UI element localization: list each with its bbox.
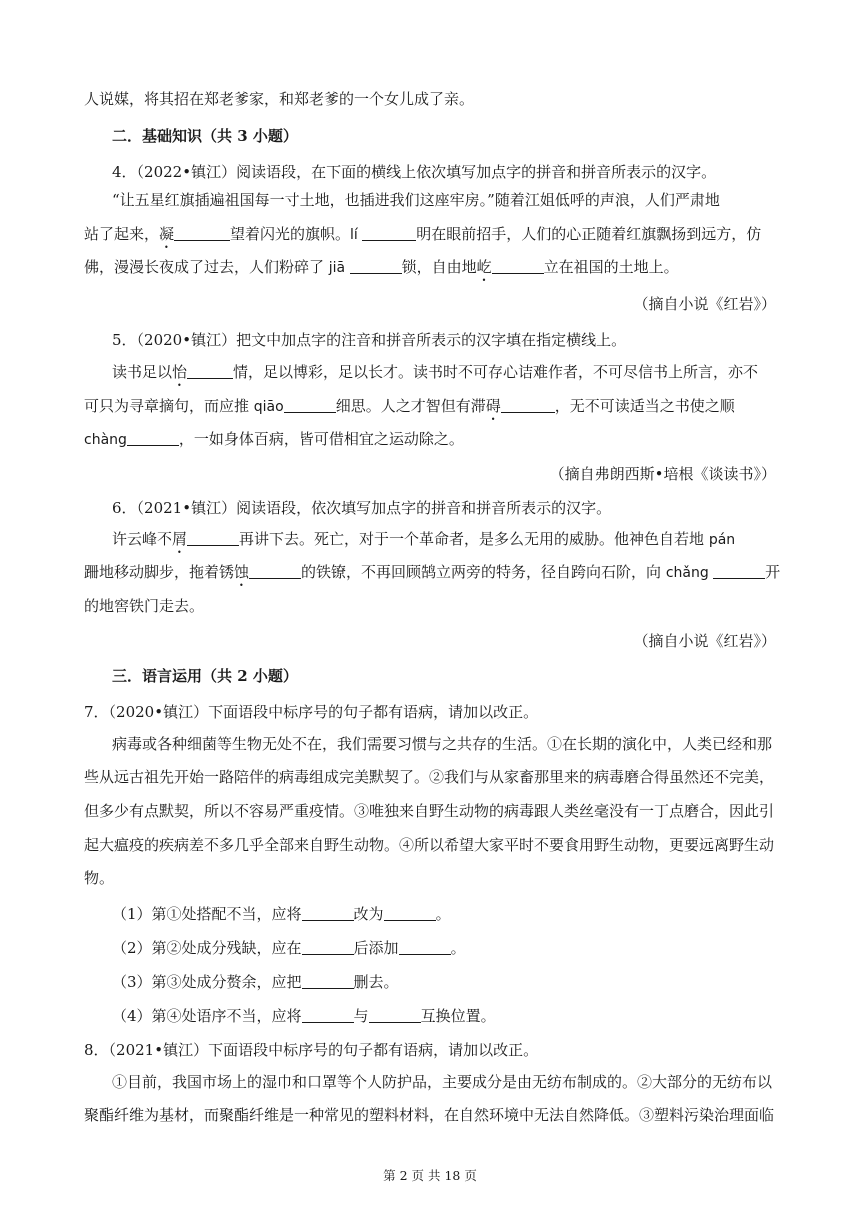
answer-blank[interactable] [302,939,354,955]
paragraph-line: 但多少有点默契，所以不容易严重疫情。③唯独来自野生动物的病毒跟人类丝毫没有一丁点磨合，因此引 [84,802,775,820]
paragraph-line: 可只为寻章摘句，而应推 qiāo 细思。人之才智但有滞碍 ，无不可读适当之书使之顺 [84,397,735,415]
answer-blank[interactable] [174,225,230,241]
answer-blank[interactable] [302,905,354,921]
answer-blank[interactable] [369,1007,421,1023]
question-header: 8．（2021•镇江）下面语段中标序号的句子都有语病，请加以改正。 [84,1041,539,1059]
paragraph-line: 些从远古祖先开始一路陪伴的病毒组成完美默契了。②我们与从家畜那里来的病毒磨合得虽然还不完美， [84,768,775,786]
answer-blank[interactable] [399,939,451,955]
paragraph-line: chàng ，一如身体百病，皆可借相宜之运动除之。 [84,430,464,448]
answer-blank[interactable] [302,973,354,989]
paragraph-line: 读书足以怡 情，足以博彩，足以长才。读书时不可存心诘难作者，不可尽信书上所言，亦不 [112,363,759,381]
paragraph-line: 跚地移动脚步，拖着锈蚀 的铁镣，不再回顾鹄立两旁的特务，径自跨向石阶，向 chǎng 开 [84,563,781,581]
answer-blank[interactable] [492,258,544,274]
paragraph-line: 的地窖铁门走去。 [84,597,205,615]
paragraph-line: 物。 [84,869,115,887]
sub-question: （2）第②处成分残缺，应在 后添加 。 [112,939,466,957]
answer-blank[interactable] [713,563,765,579]
source-citation: （摘自小说《红岩》） [633,295,776,313]
answer-blank[interactable] [187,363,233,379]
paragraph-line: ①目前，我国市场上的湿巾和口罩等个人防护品，主要成分是由无纺布制成的。②大部分的无纺布以 [112,1073,773,1091]
paragraph-line: 佛，漫漫长夜成了过去，人们粉碎了 jiā 锁，自由地屹 立在祖国的土地上。 [84,258,679,276]
answer-blank[interactable] [362,225,416,241]
source-citation: （摘自弗朗西斯•培根《谈读书》） [549,465,776,483]
question-header: 4．（2022•镇江）阅读语段，在下面的横线上依次填写加点字的拼音和拼音所表示的汉字。 [112,163,717,181]
answer-blank[interactable] [127,430,179,446]
paragraph-line: 起大瘟疫的疾病差不多几乎全部来自野生动物。④所以希望大家平时不要食用野生动物，更要远离野生动 [84,836,775,854]
section-heading: 三．语言运用（共 2 小题） [112,667,298,685]
paragraph-line: 病毒或各种细菌等生物无处不在，我们需要习惯与之共存的生活。①在长期的演化中，人类已经和那 [112,735,773,753]
answer-blank[interactable] [187,530,239,546]
answer-blank[interactable] [384,905,436,921]
sub-question: （3）第③处成分赘余，应把 删去。 [112,973,399,991]
question-header: 7．（2020•镇江）下面语段中标序号的句子都有语病，请加以改正。 [84,703,539,721]
answer-blank[interactable] [302,1007,354,1023]
page-number: 第 2 页 共 18 页 [383,1168,477,1183]
question-header: 6．（2021•镇江）阅读语段，依次填写加点字的拼音和拼音所表示的汉字。 [112,499,612,517]
paragraph-line: 人说媒，将其招在郑老爹家，和郑老爹的一个女儿成了亲。 [84,90,475,108]
paragraph-line: 聚酯纤维为基材，而聚酯纤维是一种常见的塑料材料，在自然环境中无法自然降低。③塑料污染治理面临 [84,1106,775,1124]
answer-blank[interactable] [501,397,555,413]
paragraph-line: “让五星红旗插遍祖国每一寸土地，也插进我们这座牢房。”随着江姐低呼的声浪，人们严肃地 [112,191,720,209]
paragraph-line: 许云峰不屑 再讲下去。死亡，对于一个革命者，是多么无用的威胁。他神色自若地 pán [112,530,736,548]
answer-blank[interactable] [350,258,402,274]
source-citation: （摘自小说《红岩》） [633,632,776,650]
answer-blank[interactable] [284,397,336,413]
question-header: 5．（2020•镇江）把文中加点字的注音和拼音所表示的汉字填在指定横线上。 [112,331,627,349]
sub-question: （1）第①处搭配不当，应将 改为 。 [112,905,451,923]
answer-blank[interactable] [249,563,301,579]
section-heading: 二．基础知识（共 3 小题） [112,127,298,145]
sub-question: （4）第④处语序不当，应将 与 互换位置。 [112,1007,496,1025]
paragraph-line: 站了起来，凝 望着闪光的旗帜。lí 明在眼前招手，人们的心正随着红旗飘扬到远方，仿 [84,225,762,243]
